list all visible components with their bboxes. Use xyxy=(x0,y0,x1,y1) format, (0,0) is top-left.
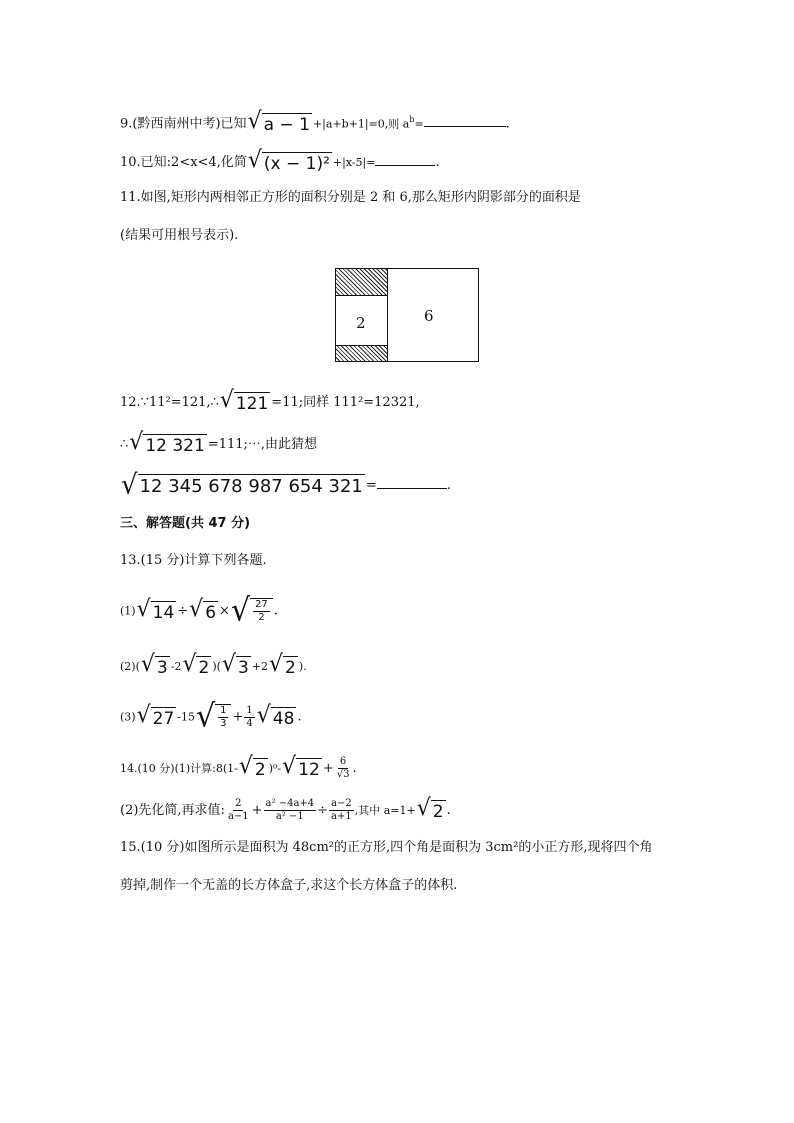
question-13-part3: (3) √ 27 -15 √ $\frac{1}{3}$ + $\frac{1}{4}$ √ 48 . xyxy=(120,698,302,735)
q14-p2-frac2: $\frac{\text{a² −4a+4}}{\text{a² −1}}$ xyxy=(265,798,315,822)
q12-sqrt-long: √ 12 345 678 987 654 321 xyxy=(121,469,363,501)
question-10 xyxy=(120,147,440,175)
small-square-label: 2 xyxy=(356,314,366,332)
q12-mid1: =11;同样 111²=12321, xyxy=(271,395,420,410)
q13-p3-sqrt48: √ 48 xyxy=(256,701,295,729)
q9-answer-blank[interactable] xyxy=(424,112,506,127)
question-13-part2: (2)( √ 3 -2 √ 2 )( √ 3 +2 √ 2 ). xyxy=(120,651,307,678)
q12-therefore: ∴ xyxy=(120,437,129,452)
question-11-line1: 11.如图,矩形内两相邻正方形的面积分别是 2 和 6,那么矩形内阴影部分的面积是 xyxy=(120,190,581,205)
large-square-label: 6 xyxy=(424,307,434,325)
question-15-line1: 15.(10 分)如图所示是面积为 48cm²的正方形,四个角是面积为 3cm²的小正方形,现将四个角 xyxy=(120,840,653,855)
q13-p3-frac: $\frac{1}{4}$ xyxy=(246,704,253,729)
q10-end: . xyxy=(435,155,440,170)
q13-p3-sqrt-frac: √ $\frac{1}{3}$ xyxy=(196,702,232,732)
question-15-line2: 剪掉,制作一个无盖的长方体盒子,求这个长方体盒子的体积. xyxy=(120,878,458,893)
q13-p2-sqrt3b: √ 3 xyxy=(221,651,249,678)
q14-p2-frac3: $\frac{a-2}{a+1}$ xyxy=(331,798,352,822)
q14-p1-sqrt12: √ 12 xyxy=(282,753,320,780)
q10-mid: +|x-5|= xyxy=(332,156,376,169)
section-3-heading: 三、解答题(共 47 分) xyxy=(120,516,251,531)
question-12-line3 xyxy=(120,469,451,501)
q14-p2-sqrt2: √ 2 xyxy=(416,795,444,822)
shaded-region-bottom xyxy=(336,345,388,361)
q9-sqrt: √ a − 1 xyxy=(247,108,310,136)
q12-mid2: =111;⋯,由此猜想 xyxy=(207,437,318,452)
q13-p3-sqrt27: √ 27 xyxy=(136,701,175,729)
q9-sup: b xyxy=(409,115,415,124)
q10-sqrt: √ (x − 1)² xyxy=(247,147,330,174)
q10-answer-blank[interactable] xyxy=(375,151,435,166)
q14-p1-sqrt2: √ 2 xyxy=(238,753,266,780)
question-14-part2: (2)先化简,再求值: $\frac{2}{a-1}$ + $\frac{\text{a² −4a+4}}{\text{a² −1}}$ ÷ $\frac{a-2}{a+1}$ ,其中 a=1+ √ 2 . xyxy=(120,795,451,822)
q12-sqrt-121: √ 121 xyxy=(219,387,269,414)
q9-prefix: 9.(黔西南州中考)已知 xyxy=(120,116,247,132)
q12-eq: = xyxy=(365,478,377,493)
question-13-part1: (1) √ 14 ÷ √ 6 × √ $\frac{27}{2}$ . xyxy=(120,592,278,629)
q9-eq: = xyxy=(414,117,424,131)
q9-end: . xyxy=(505,116,510,132)
question-13-title: 13.(15 分)计算下列各题. xyxy=(120,553,267,568)
q13-p1-sqrt6: √ 6 xyxy=(189,595,217,623)
q13-p2-sqrt2b: √ 2 xyxy=(268,651,296,678)
q13-p1-sqrt-frac: √ $\frac{27}{2}$ xyxy=(231,596,273,626)
question-14-part1: 14.(10 分)(1)计算:8(1- √ 2 )⁰- √ 12 + $\frac{6}{√3}$ . xyxy=(120,753,357,780)
q13-p2-sqrt2a: √ 2 xyxy=(182,651,210,678)
q9-mid: +|a+b+1|=0,则 a xyxy=(312,117,410,131)
shaded-region-top xyxy=(336,269,388,296)
q14-p2-frac1: $\frac{2}{a-1}$ xyxy=(227,798,249,822)
question-9 xyxy=(120,110,510,136)
question-11-line2: (结果可用根号表示). xyxy=(120,228,239,243)
squares-figure xyxy=(335,268,479,362)
q14-p1-frac: $\frac{6}{√3}$ xyxy=(336,756,350,780)
q12-prefix: 12.∵11²=121,∴ xyxy=(120,395,219,410)
q10-prefix: 10.已知:2<x<4,化简 xyxy=(120,155,247,170)
q13-p1-sqrt14: √ 14 xyxy=(136,595,175,623)
q12-answer-blank[interactable] xyxy=(377,474,447,489)
question-12-line1 xyxy=(120,387,420,415)
q13-p2-sqrt3a: √ 3 xyxy=(140,651,168,678)
q12-sqrt-12321: √ 12 321 xyxy=(129,429,205,456)
question-12-line2 xyxy=(120,429,318,457)
q12-end: . xyxy=(446,478,451,493)
